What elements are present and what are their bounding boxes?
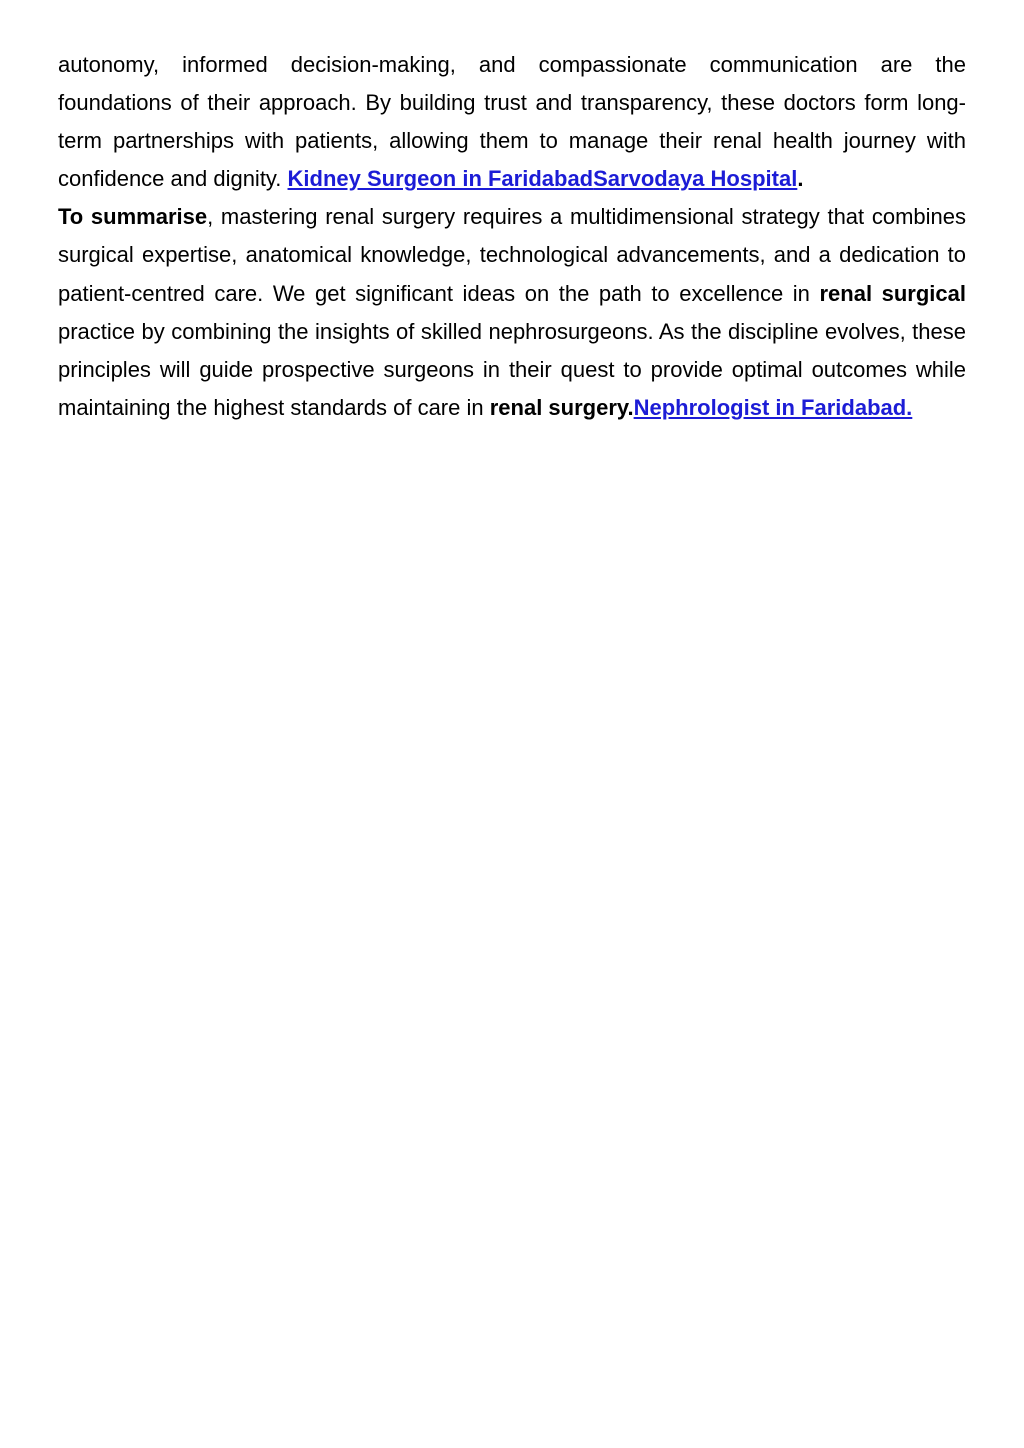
nephrologist-link[interactable]: Nephrologist in Faridabad.: [633, 394, 913, 420]
summary-heading: To summarise: [58, 204, 208, 230]
paragraph-summary: [58, 198, 966, 427]
sentence-end: .: [797, 166, 804, 192]
bold-term-renal-surgery: renal surgery.: [489, 394, 634, 420]
paragraph-text: practice by combining the insights of skilled nephrosurgeons. As the discipline evolves, these principles will guide prospective surgeons in their quest to provide optimal outcomes while maintaining the highest standards of care in: [58, 318, 966, 420]
sarvodaya-hospital-link[interactable]: Sarvodaya Hospital: [593, 166, 798, 192]
paragraph-text: autonomy, informed decision-making, and compassionate communication are the foundations of their approach. By building trust and transparency, these doctors form long-term partnerships with patients, allowing them to manage their renal health journey with confidence and dignity.: [58, 52, 966, 192]
bold-term-renal-surgical: renal surgical: [819, 280, 966, 306]
document-page: [58, 46, 966, 427]
paragraph-patient-partnership: [58, 46, 966, 198]
paragraph-text: , mastering renal surgery requires a multidimensional strategy that combines surgical expertise, anatomical knowledge, technological advancements, and a dedication to patient-centred care. We get significant ideas on the path to excellence in: [58, 204, 966, 306]
kidney-surgeon-link[interactable]: Kidney Surgeon in Faridabad: [287, 166, 594, 192]
